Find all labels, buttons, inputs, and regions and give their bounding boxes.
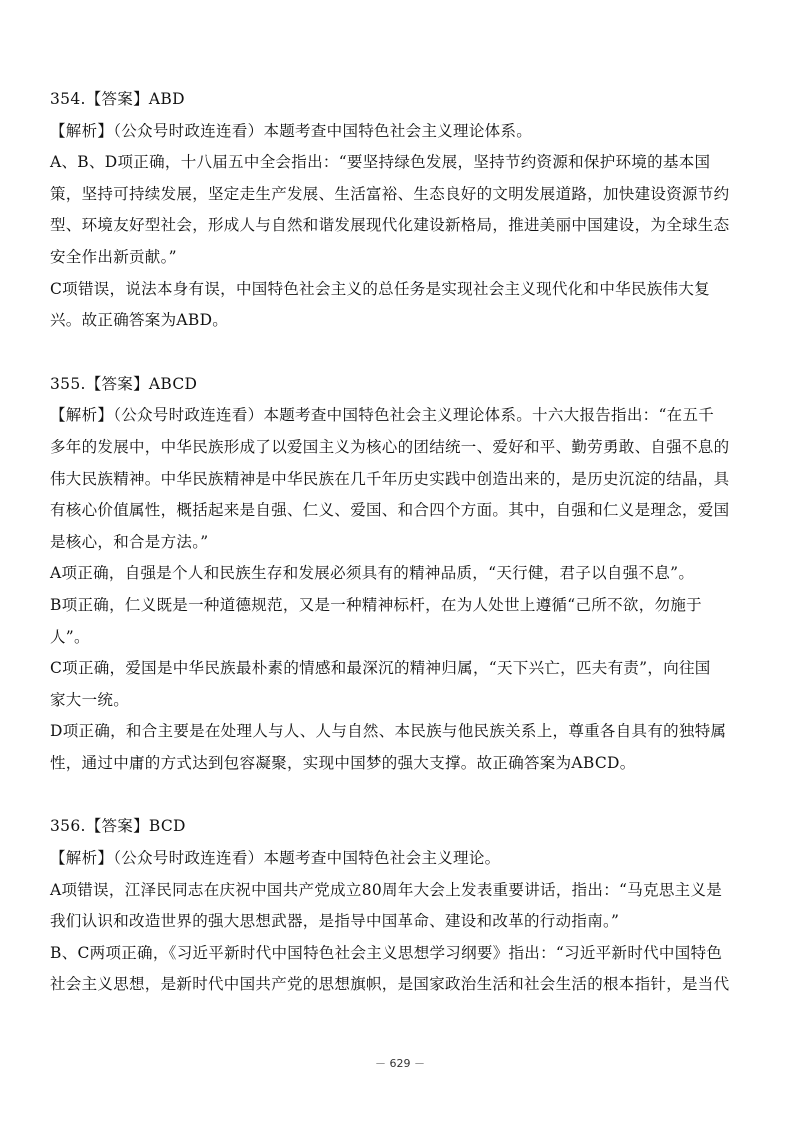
section-gap	[50, 337, 760, 369]
explanation-line: 性，通过中庸的方式达到包容凝聚，实现中国梦的强大支撑。故正确答案为ABCD。	[50, 753, 636, 772]
explanation-line: A项正确，自强是个人和民族生存和发展必须具有的精神品质，“天行健，君子以自强不息”。	[50, 564, 695, 583]
explanation-line: B、C两项正确，《习近平新时代中国特色社会主义思想学习纲要》指出：“习近平新时代中国特色	[50, 943, 723, 962]
explanation-line: 有核心价值属性，概括起来是自强、仁义、爱国、和合四个方面。其中，自强和仁义是理念，爱国	[50, 501, 730, 520]
explanation-line: 伟大民族精神。中华民族精神是中华民族在几千年历史实践中创造出来的，是历史沉淀的结晶，具	[50, 469, 730, 488]
explanation-line: B项正确，仁义既是一种道德规范，又是一种精神标杆，在为人处世上遵循“己所不欲，勿施于	[50, 595, 702, 614]
explanation-line: 【解析】（公众号时政连连看）本题考查中国特色社会主义理论体系。	[50, 121, 533, 140]
explanation-line: 我们认识和改造世界的强大思想武器，是指导中国革命、建设和改革的行动指南。”	[50, 912, 620, 931]
explanation-line: 策，坚持可持续发展，坚定走生产发展、生活富裕、生态良好的文明发展道路，加快建设资源节约	[50, 184, 730, 203]
answer-header-356: 356.【答案】BCD	[50, 817, 186, 836]
explanation-line: 安全作出新贡献。”	[50, 247, 177, 266]
explanation-line: 人”。	[50, 627, 90, 646]
explanation-line: A、B、D项正确，十八届五中全会指出：“要坚持绿色发展，坚持节约资源和保护环境的基本国	[50, 153, 711, 172]
explanation-line: D项正确，和合主要是在处理人与人、人与自然、本民族与他民族关系上，尊重各自具有的独特属	[50, 722, 727, 741]
explanation-line: 多年的发展中，中华民族形成了以爱国主义为核心的团结统一、爱好和平、勤劳勇敢、自强不息的	[50, 437, 730, 456]
section-gap	[50, 779, 760, 811]
answer-header-355: 355.【答案】ABCD	[50, 374, 198, 393]
explanation-line: 型、环境友好型社会，形成人与自然和谐发展现代化建设新格局，推进美丽中国建设，为全球生态	[50, 216, 730, 235]
explanation-line: 家大一统。	[50, 690, 130, 709]
answer-header-354: 354.【答案】ABD	[50, 90, 185, 108]
explanation-line: A项错误，江泽民同志在庆祝中国共产党成立80周年大会上发表重要讲话，指出：“马克思主义是	[50, 880, 723, 899]
document-body	[50, 84, 760, 1001]
explanation-line: 社会主义思想，是新时代中国共产党的思想旗帜，是国家政治生活和社会生活的根本指针，是当代	[50, 975, 730, 994]
explanation-line: 【解析】（公众号时政连连看）本题考查中国特色社会主义理论。	[50, 849, 501, 868]
explanation-line: C项错误，说法本身有误，中国特色社会主义的总任务是实现社会主义现代化和中华民族伟大复	[50, 279, 710, 298]
explanation-line: 是核心，和合是方法。”	[50, 532, 209, 551]
page-number: － 629 －	[375, 1057, 425, 1070]
explanation-line: C项正确，爱国是中华民族最朴素的情感和最深沉的精神归属，“天下兴亡，匹夫有责”，向往国	[50, 659, 711, 678]
explanation-line: 【解析】（公众号时政连连看）本题考查中国特色社会主义理论体系。十六大报告指出：“在五千	[50, 406, 715, 425]
explanation-line: 兴。故正确答案为ABD。	[50, 311, 229, 330]
